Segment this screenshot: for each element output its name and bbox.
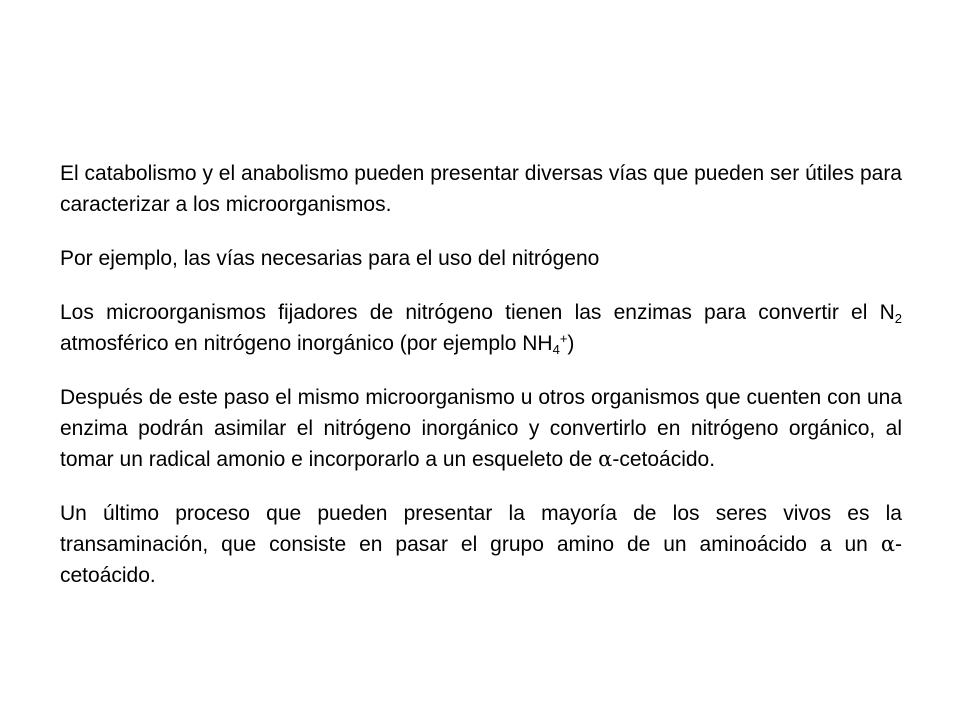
paragraph-catabolism — [60, 158, 902, 220]
transamination-text-end: -cetoácido. — [60, 533, 902, 587]
n2-subscript: 2 — [894, 311, 902, 326]
transamination-text-start: Un último proceso que pueden presentar la mayoría de los seres vivos es la transaminación, que consiste en pasar el grupo amino de un aminoácido a un — [60, 502, 902, 556]
fixation-text-end: ) — [567, 332, 575, 355]
fixation-text-middle: atmosférico en nitrógeno inorgánico (por ejemplo NH — [60, 332, 553, 355]
assimilation-text-start: Después de este paso el mismo microorganismo u otros organismos que cuenten con una enzima podrán asimilar el nitrógeno inorgánico y convertirlo en nitrógeno orgánico, al tomar un radical amonio e incorporarlo a un esqueleto de — [60, 386, 902, 471]
alpha-symbol: α — [880, 532, 895, 556]
nh4-subscript: 4 — [552, 342, 560, 357]
paragraph-nitrogen-fixation — [60, 297, 902, 359]
alpha-symbol: α — [598, 447, 613, 471]
nh4-charge-superscript: + — [559, 331, 568, 346]
paragraph-nitrogen-example-text: Por ejemplo, las vías necesarias para el uso del nitrógeno — [60, 247, 600, 270]
paragraph-catabolism-text: El catabolismo y el anabolismo pueden presentar diversas vías que pueden ser útiles para caracterizar a los microorganismos. — [60, 162, 902, 216]
fixation-text-start: Los microorganismos fijadores de nitrógeno tienen las enzimas para convertir el N — [60, 301, 895, 324]
paragraph-transamination — [60, 498, 902, 591]
paragraph-assimilation — [60, 382, 902, 475]
paragraph-nitrogen-example — [60, 243, 902, 274]
assimilation-text-end: -cetoácido. — [612, 448, 716, 471]
slide-body — [60, 158, 902, 614]
